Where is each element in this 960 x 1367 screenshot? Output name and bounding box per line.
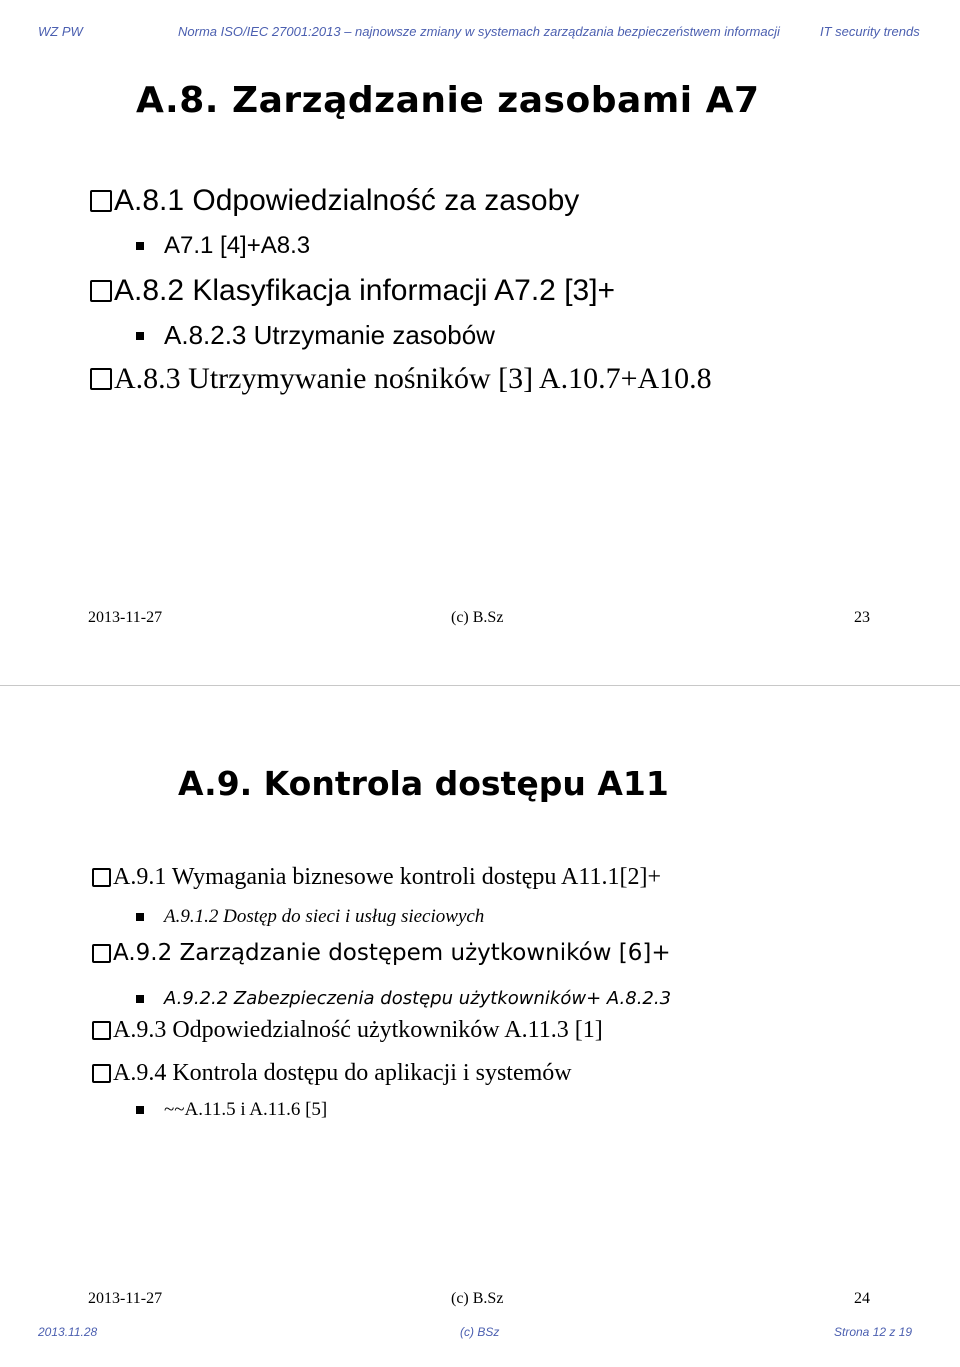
- list-item: A.8.3 Utrzymywanie nośników [3] A.10.7+A10.8: [90, 362, 712, 396]
- sub-list-item: A.9.2.2 Zabezpieczenia dostępu użytkowników+ A.8.2.3: [136, 988, 671, 1009]
- slide-footer-page: 23: [854, 609, 870, 626]
- list-item: A.8.2 Klasyfikacja informacji A7.2 [3]+: [90, 274, 615, 308]
- square-bullet-icon: [136, 913, 144, 921]
- square-bullet-icon: [136, 995, 144, 1003]
- slide-footer-page: 24: [854, 1290, 870, 1307]
- slide-title: A.8. Zarządzanie zasobami A7: [136, 80, 760, 121]
- list-item: A.9.2 Zarządzanie dostępem użytkowników [6]+: [92, 940, 671, 966]
- slide-footer-date: 2013-11-27: [88, 1290, 163, 1307]
- checkbox-bullet-icon: [90, 280, 112, 302]
- list-item: A.9.3 Odpowiedzialność użytkowników A.11.3 [1]: [92, 1017, 603, 1044]
- sub-list-item: A.9.1.2 Dostęp do sieci i usług sieciowych: [136, 906, 484, 928]
- checkbox-bullet-icon: [90, 368, 112, 390]
- sub-list-item: A7.1 [4]+A8.3: [136, 232, 310, 260]
- slide-23: [0, 60, 960, 686]
- list-item: A.8.1 Odpowiedzialność za zasoby: [90, 184, 579, 218]
- slide-footer-date: 2013-11-27: [88, 609, 163, 626]
- square-bullet-icon: [136, 242, 144, 250]
- header-center: Norma ISO/IEC 27001:2013 – najnowsze zmiany w systemach zarządzania bezpieczeństwem informacji: [178, 24, 780, 39]
- square-bullet-icon: [136, 1106, 144, 1114]
- page-footer-page-number: Strona 12 z 19: [834, 1325, 913, 1339]
- slide-24: [0, 686, 960, 1336]
- header-left: WZ PW: [38, 24, 83, 39]
- sub-list-item: ~~A.11.5 i A.11.6 [5]: [136, 1099, 327, 1121]
- header-right: IT security trends: [820, 24, 920, 39]
- page-footer-date: 2013.11.28: [38, 1325, 98, 1339]
- checkbox-bullet-icon: [92, 868, 111, 887]
- slide-footer-author: (c) B.Sz: [451, 609, 504, 626]
- slide-footer-author: (c) B.Sz: [451, 1290, 504, 1307]
- checkbox-bullet-icon: [92, 1021, 111, 1040]
- slide-title: A.9. Kontrola dostępu A11: [178, 764, 669, 803]
- checkbox-bullet-icon: [92, 944, 111, 963]
- list-item: A.9.4 Kontrola dostępu do aplikacji i systemów: [92, 1060, 572, 1087]
- square-bullet-icon: [136, 332, 144, 340]
- checkbox-bullet-icon: [92, 1064, 111, 1083]
- checkbox-bullet-icon: [90, 190, 112, 212]
- sub-list-item: A.8.2.3 Utrzymanie zasobów: [136, 320, 495, 351]
- page-footer-author: (c) BSz: [460, 1325, 500, 1339]
- list-item: A.9.1 Wymagania biznesowe kontroli dostępu A11.1[2]+: [92, 864, 661, 891]
